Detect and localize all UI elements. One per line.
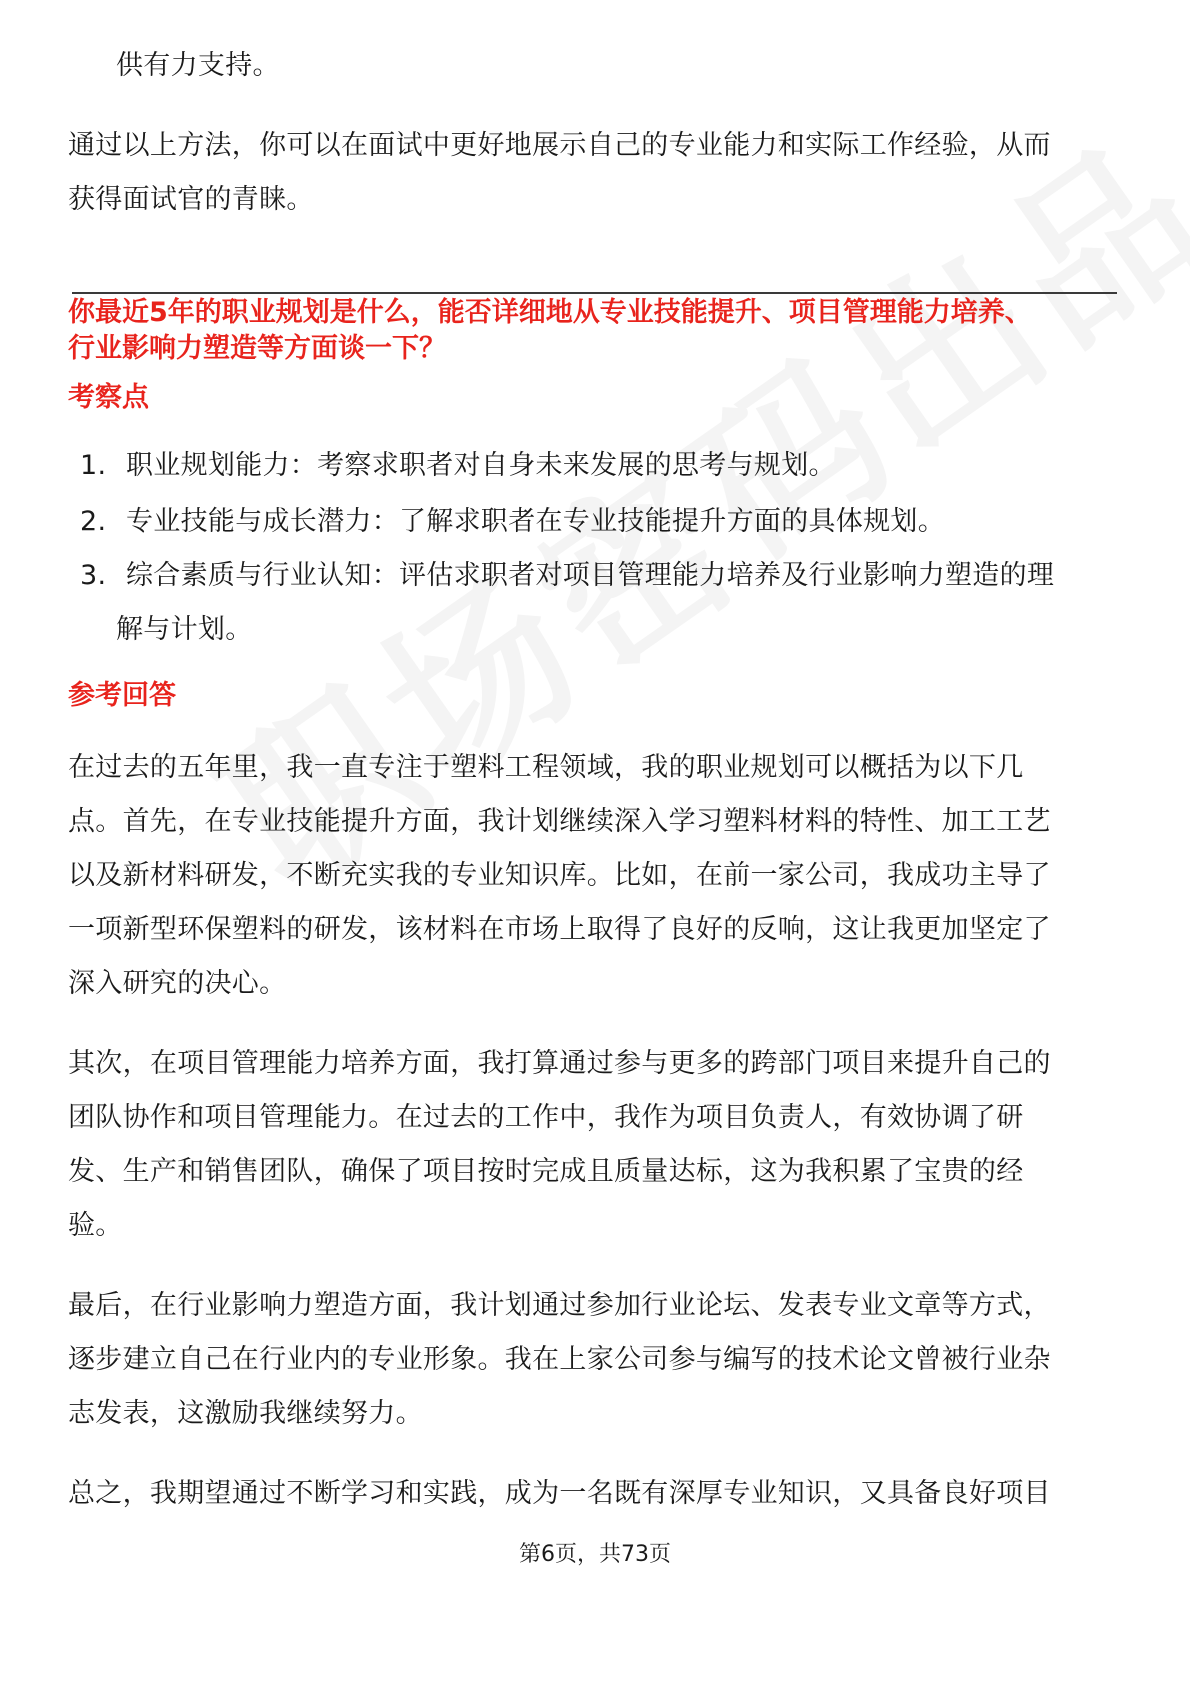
answer-p1-line-3: 以及新材料研发，不断充实我的专业知识库。比如，在前一家公司，我成功主导了 [68,860,1051,891]
question-line-2: 行业影响力塑造等方面谈一下？ [68,333,446,364]
intro-tail-line: 供有力支持。 [116,50,280,81]
answer-p1-line-4: 一项新型环保塑料的研发，该材料在市场上取得了良好的反响，这让我更加坚定了 [68,914,1051,945]
item-number: 1. [80,450,107,481]
item-text: 职业规划能力：考察求职者对自身未来发展的思考与规划。 [126,450,836,481]
inspection-item-3 [80,548,1054,604]
answer-p3-line-1: 最后，在行业影响力塑造方面，我计划通过参加行业论坛、发表专业文章等方式， [68,1290,1051,1321]
answer-p2-line-4: 验。 [68,1210,123,1241]
answer-heading: 参考回答 [68,680,176,711]
item-number: 2. [80,506,107,537]
inspection-item-2 [80,494,945,550]
inspection-item-1 [80,438,836,494]
question-line-1: 你最近5年的职业规划是什么，能否详细地从专业技能提升、项目管理能力培养、 [68,297,1032,328]
item-text: 综合素质与行业认知：评估求职者对项目管理能力培养及行业影响力塑造的理 [126,560,1055,591]
answer-p2-line-3: 发、生产和销售团队，确保了项目按时完成且质量达标，这为我积累了宝贵的经 [68,1156,1024,1187]
answer-p1-line-5: 深入研究的决心。 [68,968,287,999]
item-number: 3. [80,560,107,591]
inspection-item-3-cont: 解与计划。 [116,614,253,645]
answer-p2-line-1: 其次，在项目管理能力培养方面，我打算通过参与更多的跨部门项目来提升自己的 [68,1048,1051,1079]
answer-p1-line-1: 在过去的五年里，我一直专注于塑料工程领域，我的职业规划可以概括为以下几 [68,752,1024,783]
item-text: 专业技能与成长潜力：了解求职者在专业技能提升方面的具体规划。 [126,506,945,537]
page-footer: 第6页，共73页 [519,1542,671,1567]
summary-line-1: 通过以上方法，你可以在面试中更好地展示自己的专业能力和实际工作经验，从而 [68,130,1051,161]
inspection-heading: 考察点 [68,382,149,413]
summary-line-2: 获得面试官的青睐。 [68,184,314,215]
answer-p1-line-2: 点。首先，在专业技能提升方面，我计划继续深入学习塑料材料的特性、加工工艺 [68,806,1051,837]
answer-p4-line-1: 总之，我期望通过不断学习和实践，成为一名既有深厚专业知识，又具备良好项目 [68,1478,1051,1509]
answer-p3-line-2: 逐步建立自己在行业内的专业形象。我在上家公司参与编写的技术论文曾被行业杂 [68,1344,1051,1375]
answer-p3-line-3: 志发表，这激励我继续努力。 [68,1398,423,1429]
answer-p2-line-2: 团队协作和项目管理能力。在过去的工作中，我作为项目负责人，有效协调了研 [68,1102,1024,1133]
